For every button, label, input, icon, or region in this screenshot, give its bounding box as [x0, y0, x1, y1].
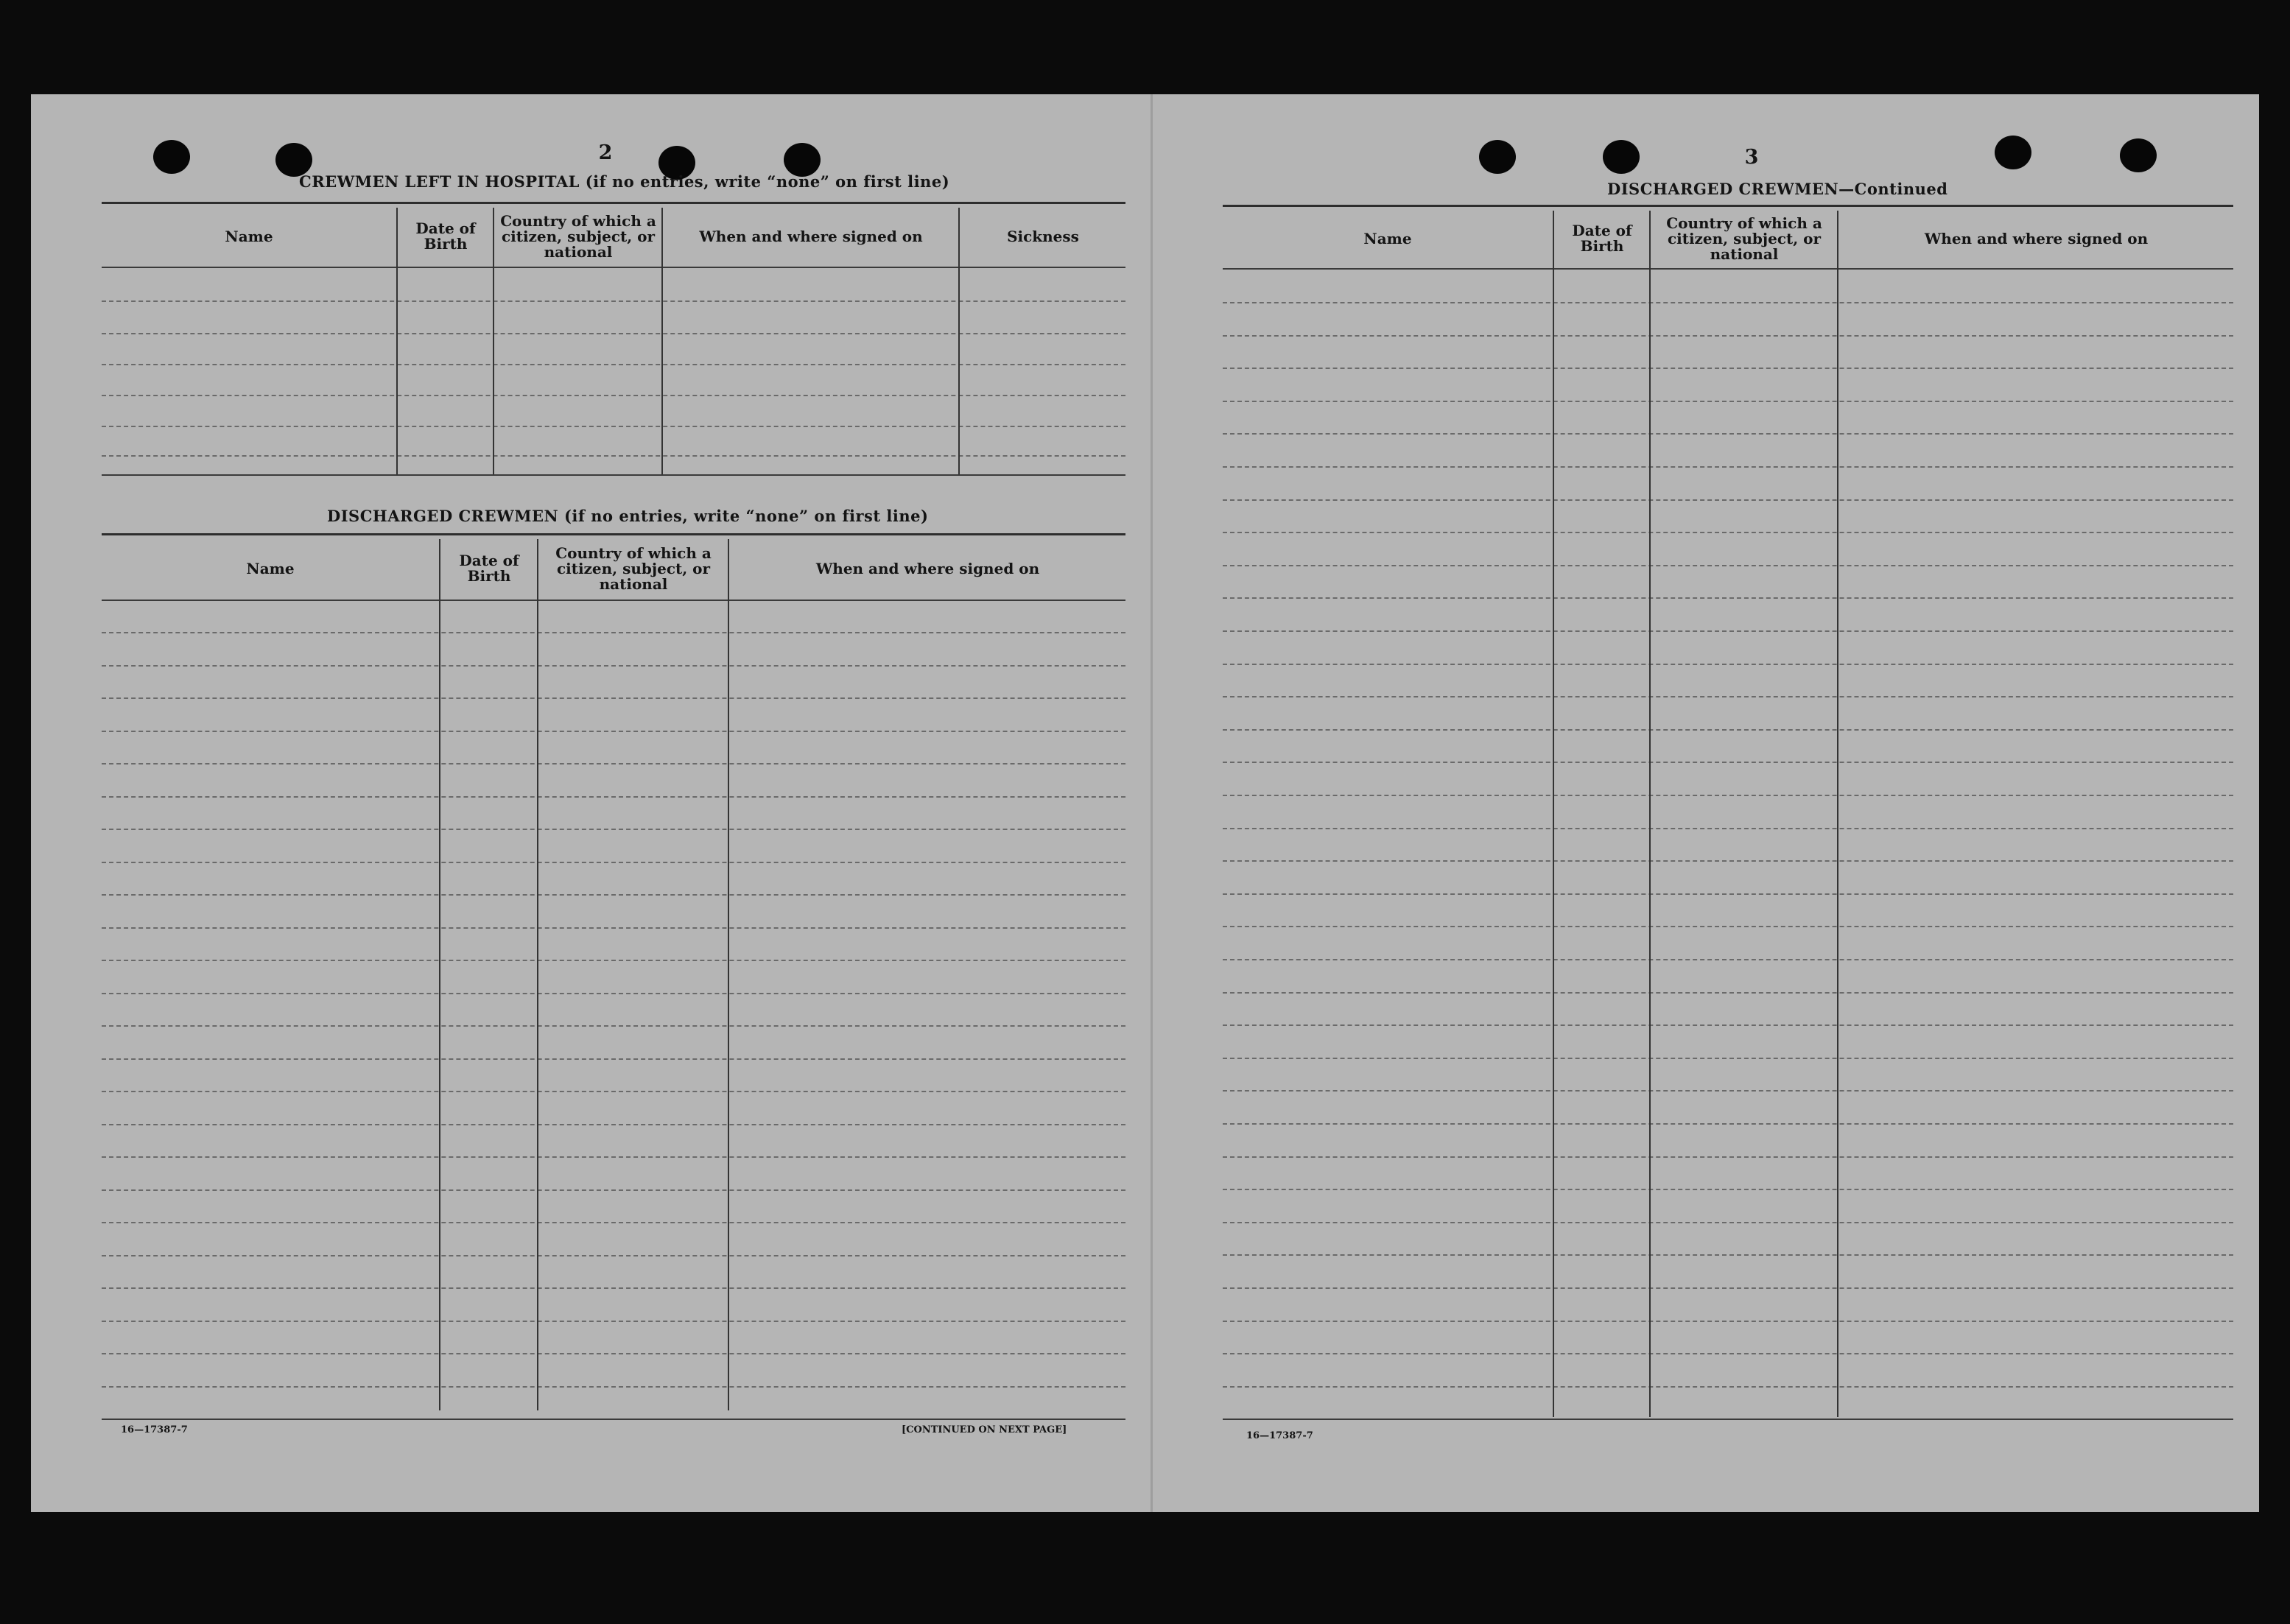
entry-line [102, 665, 1125, 667]
column-header-signed-on: When and where signed on [699, 227, 923, 245]
entry-line [1223, 1090, 2233, 1092]
entry-line [1223, 630, 2233, 632]
bottom-rule [102, 474, 1125, 476]
entry-line [1223, 992, 2233, 994]
entry-line [1223, 795, 2233, 796]
hospital-table [102, 208, 1125, 477]
entry-line [1223, 1254, 2233, 1256]
entry-line [102, 1156, 1125, 1158]
entry-line [1223, 664, 2233, 665]
entry-line [1223, 1058, 2233, 1059]
entry-line [1223, 368, 2233, 369]
entry-line [102, 395, 1125, 396]
column-divider [1837, 211, 1838, 1417]
entry-line [1223, 1024, 2233, 1026]
entry-line [102, 1353, 1125, 1354]
page-number: 2 [598, 141, 613, 164]
discharged-table [102, 539, 1125, 1412]
entry-line [102, 1287, 1125, 1289]
entry-line [102, 862, 1125, 863]
form-sheet [31, 94, 2259, 1512]
entry-line [102, 333, 1125, 334]
entry-line [102, 1255, 1125, 1256]
discharged-section-title: DISCHARGED CREWMEN (if no entries, write “none” on first line) [327, 507, 929, 525]
entry-line [102, 426, 1125, 427]
form-number: 16—17387-7 [1246, 1430, 1313, 1441]
column-header-signed-on: When and where signed on [1924, 229, 2149, 247]
column-header-name: Name [1363, 229, 1412, 247]
column-divider [493, 208, 494, 474]
entry-line [102, 1321, 1125, 1322]
column-divider [661, 208, 663, 474]
entry-line [1223, 828, 2233, 829]
column-header-country: Country of which a citizen, subject, or national [1666, 214, 1822, 263]
column-header-name: Name [225, 227, 273, 245]
title-rule [102, 202, 1125, 204]
bottom-rule [102, 1419, 1125, 1420]
entry-line [1223, 302, 2233, 303]
header-rule [102, 267, 1125, 268]
entry-line [1223, 762, 2233, 763]
entry-line [1223, 1156, 2233, 1158]
entry-line [1223, 499, 2233, 501]
title-rule [1223, 205, 2233, 207]
column-divider [396, 208, 398, 474]
entry-line [102, 763, 1125, 764]
column-header-sickness: Sickness [1007, 227, 1079, 245]
entry-line [102, 364, 1125, 365]
discharged-continued-table [1223, 211, 2233, 1419]
discharged-continued-title: DISCHARGED CREWMEN—Continued [1607, 180, 1948, 198]
column-header-date-of-birth: Date of Birth [459, 552, 519, 585]
column-divider [958, 208, 960, 474]
entry-line [1223, 1123, 2233, 1125]
entry-line [1223, 860, 2233, 862]
entry-line [1223, 1222, 2233, 1223]
entry-line [102, 1124, 1125, 1125]
entry-line [102, 697, 1125, 699]
entry-line [102, 1189, 1125, 1191]
entry-line [1223, 433, 2233, 435]
entry-line [102, 300, 1125, 302]
right-page [1151, 94, 2259, 1512]
entry-line [1223, 335, 2233, 337]
column-divider [439, 539, 440, 1410]
entry-line [1223, 893, 2233, 895]
entry-line [1223, 1386, 2233, 1388]
column-header-date-of-birth: Date of Birth [1572, 222, 1632, 255]
column-header-date-of-birth: Date of Birth [415, 219, 476, 253]
entry-line [1223, 959, 2233, 960]
entry-line [102, 993, 1125, 994]
entry-line [102, 829, 1125, 830]
continued-note: [CONTINUED ON NEXT PAGE] [902, 1424, 1067, 1435]
entry-line [1223, 1287, 2233, 1289]
page-number: 3 [1744, 146, 1759, 169]
entry-line [102, 632, 1125, 633]
hospital-section-title: CREWMEN LEFT IN HOSPITAL (if no entries, write “none” on first line) [299, 172, 950, 191]
entry-line [1223, 1189, 2233, 1190]
column-divider [537, 539, 538, 1410]
column-divider [728, 539, 729, 1410]
entry-line [102, 894, 1125, 896]
entry-line [1223, 729, 2233, 731]
column-header-country: Country of which a citizen, subject, or national [555, 544, 712, 593]
header-rule [1223, 268, 2233, 270]
entry-line [102, 455, 1125, 457]
entry-line [102, 796, 1125, 798]
column-header-signed-on: When and where signed on [815, 559, 1040, 577]
entry-line [1223, 926, 2233, 927]
entry-line [102, 927, 1125, 929]
entry-line [1223, 466, 2233, 468]
entry-line [102, 960, 1125, 961]
entry-line [102, 1222, 1125, 1223]
entry-line [102, 1025, 1125, 1027]
entry-line [1223, 597, 2233, 599]
bottom-rule [1223, 1419, 2233, 1420]
entry-line [1223, 696, 2233, 697]
entry-line [102, 731, 1125, 732]
left-page [31, 94, 1151, 1512]
entry-line [1223, 401, 2233, 402]
column-divider [1649, 211, 1651, 1417]
column-header-name: Name [246, 559, 295, 577]
column-header-country: Country of which a citizen, subject, or national [500, 211, 656, 261]
title-rule [102, 533, 1125, 535]
entry-line [1223, 532, 2233, 533]
entry-line [1223, 1353, 2233, 1354]
entry-line [102, 1386, 1125, 1388]
entry-line [102, 1091, 1125, 1092]
header-rule [102, 600, 1125, 601]
entry-line [1223, 1321, 2233, 1322]
form-number: 16—17387-7 [121, 1424, 188, 1435]
entry-line [1223, 565, 2233, 566]
entry-line [102, 1058, 1125, 1060]
column-divider [1553, 211, 1554, 1417]
